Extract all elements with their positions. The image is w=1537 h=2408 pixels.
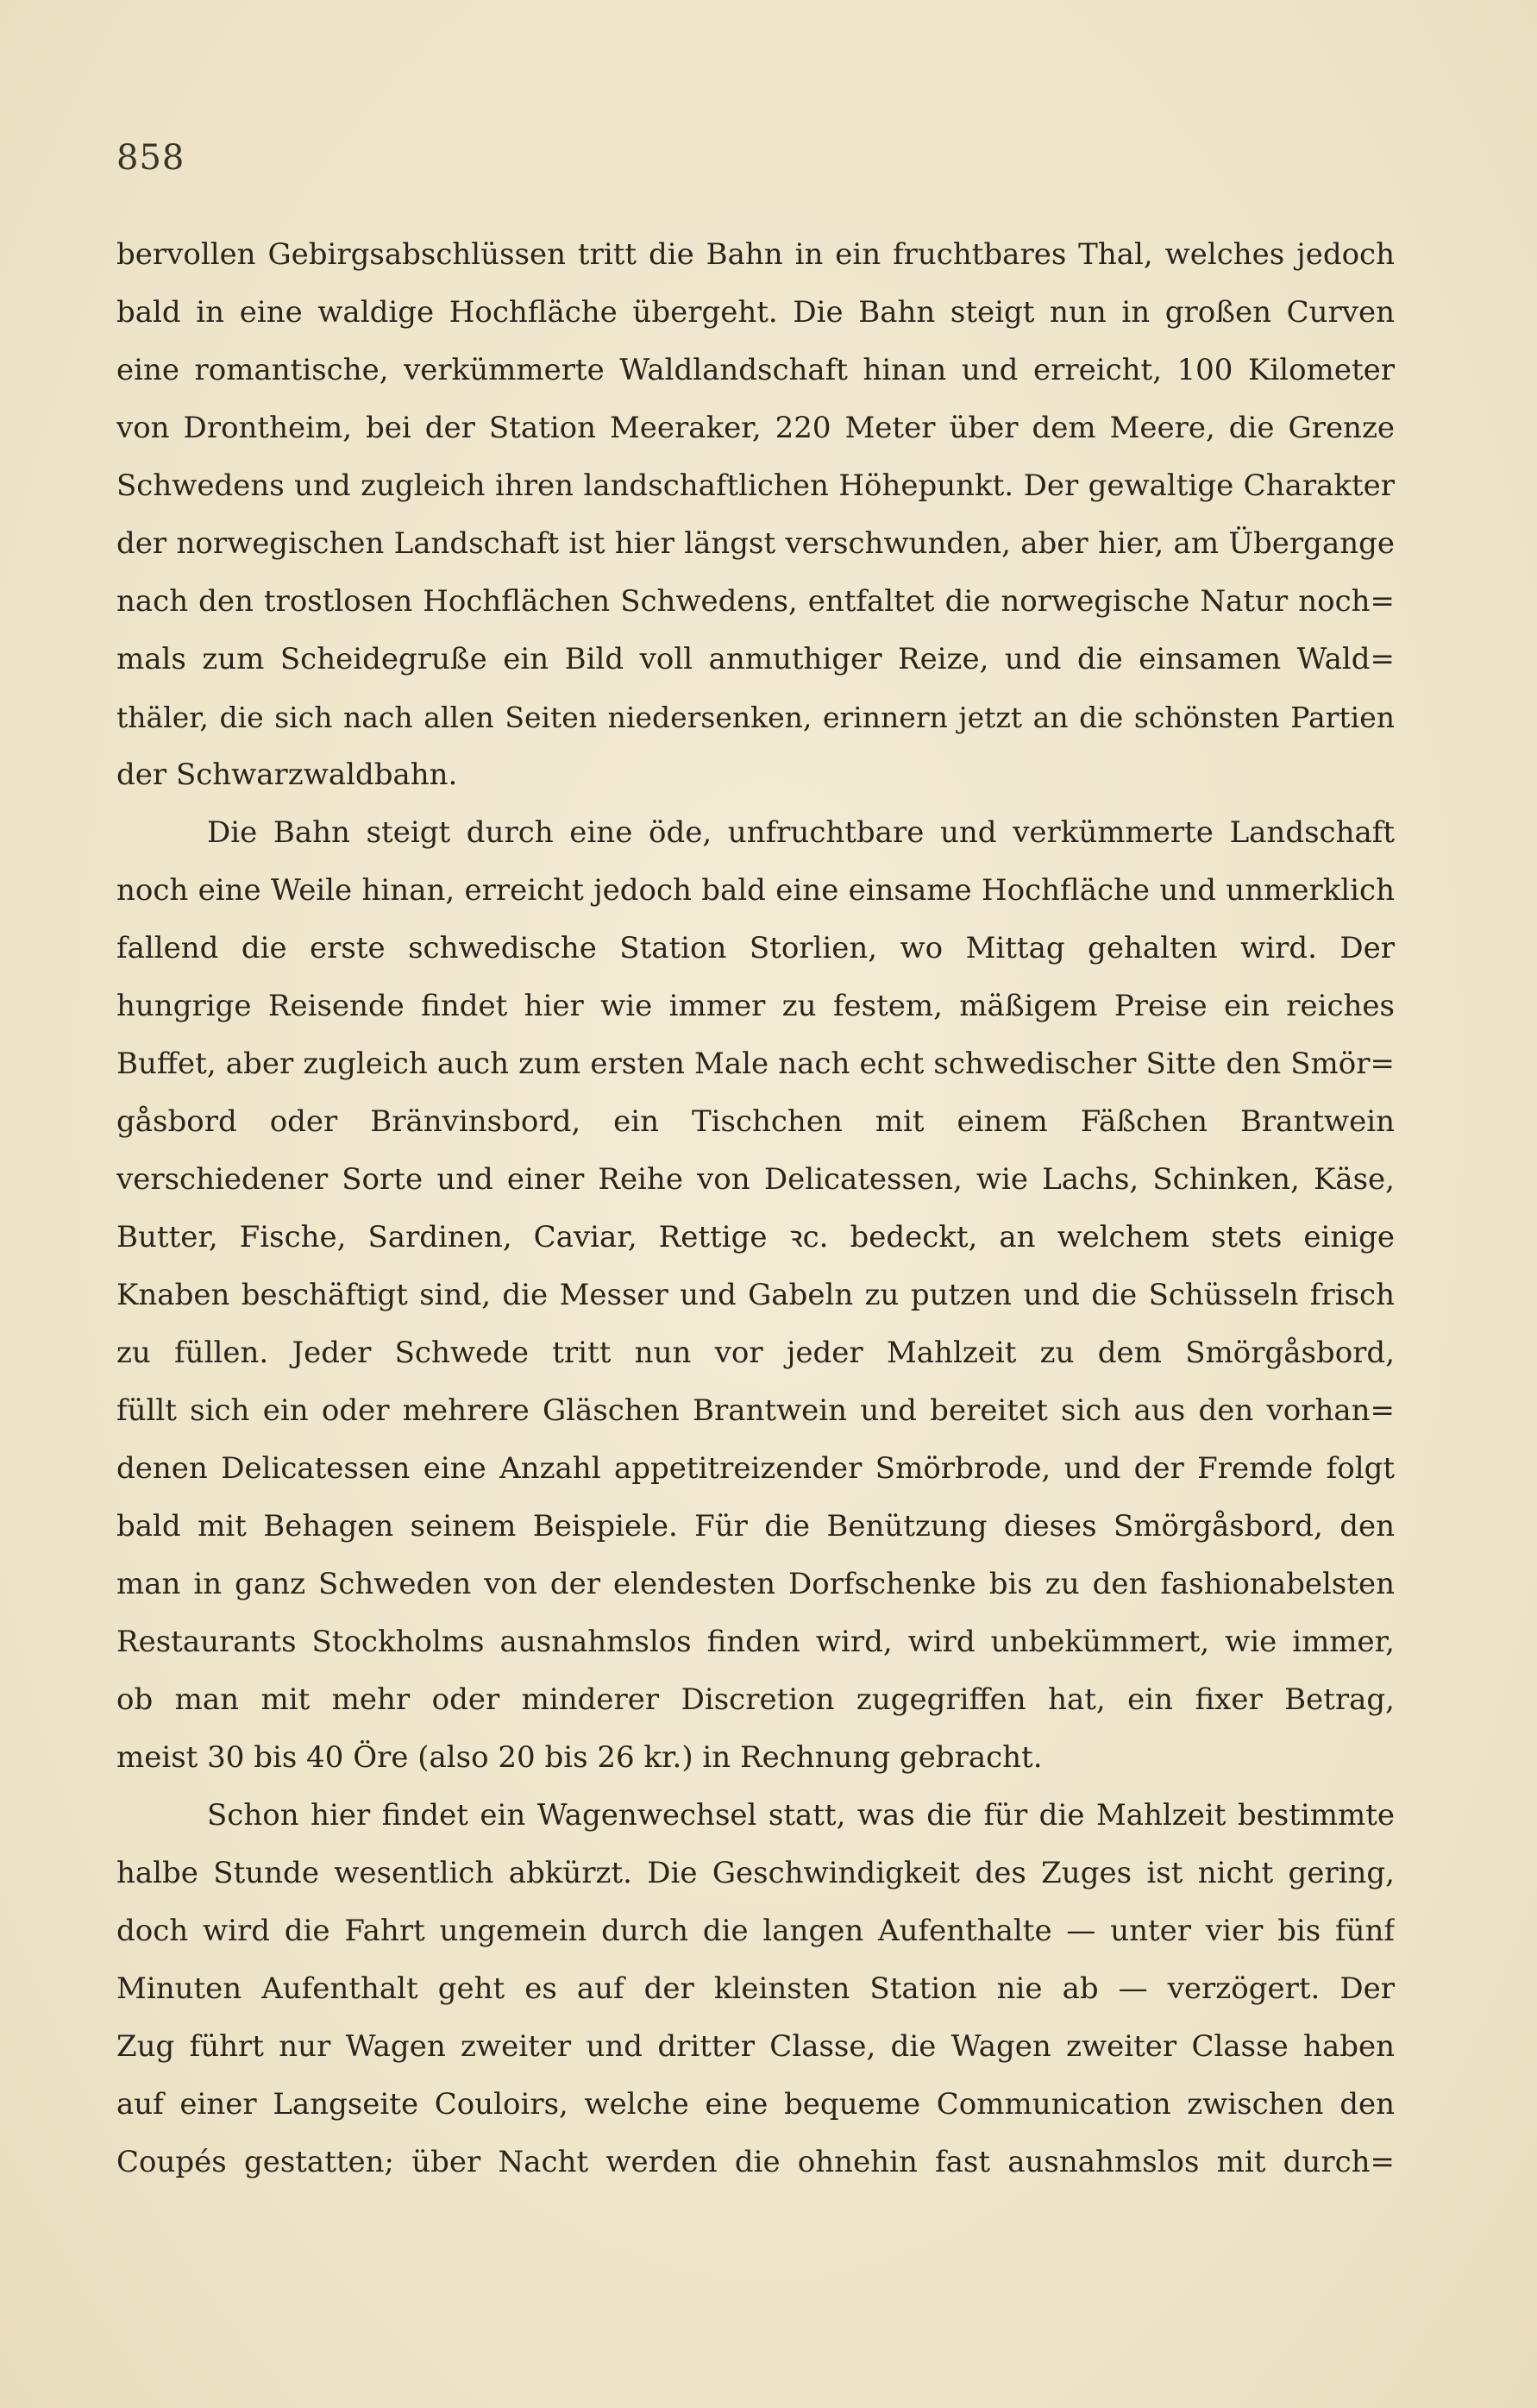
text-line: auf einer Langseite Couloirs, welche eine bequeme Communication zwischen den bbox=[116, 2087, 1395, 2122]
text-line: Die Bahn steigt durch eine öde, unfruchtbare und verkümmerte Landschaft bbox=[207, 815, 1395, 850]
text-line: verschiedener Sorte und einer Reihe von Delicatessen, wie Lachs, Schinken, Käse, bbox=[116, 1162, 1395, 1197]
text-line: Minuten Aufenthalt geht es auf der kleinsten Station nie ab — verzögert. Der bbox=[116, 1971, 1395, 2006]
text-line: meist 30 bis 40 Öre (also 20 bis 26 kr.) in Rechnung gebracht. bbox=[116, 1740, 1043, 1775]
text-line: thäler, die sich nach allen Seiten niedersenken, erinnern jetzt an die schönsten Partien bbox=[116, 701, 1395, 734]
text-line: der norwegischen Landschaft ist hier längst verschwunden, aber hier, am Übergange bbox=[116, 526, 1395, 561]
paragraph-2 bbox=[116, 804, 1395, 1787]
text-line: nach den trostlosen Hochflächen Schwedens, entfaltet die norwegische Natur noch= bbox=[116, 584, 1395, 619]
paragraph-1 bbox=[116, 226, 1395, 804]
text-line: eine romantische, verkümmerte Waldlandschaft hinan und erreicht, 100 Kilometer bbox=[116, 353, 1395, 387]
text-line: füllt sich ein oder mehrere Gläschen Brantwein und bereitet sich aus den vorhan= bbox=[116, 1393, 1395, 1428]
text-line: Coupés gestatten; über Nacht werden die ohnehin fast ausnahmslos mit durch= bbox=[116, 2145, 1395, 2179]
text-line: halbe Stunde wesentlich abkürzt. Die Geschwindigkeit des Zuges ist nicht gering, bbox=[116, 1856, 1395, 1890]
text-line: denen Delicatessen eine Anzahl appetitreizender Smörbrode, und der Fremde folgt bbox=[116, 1451, 1395, 1486]
text-line: Buffet, aber zugleich auch zum ersten Male nach echt schwedischer Sitte den Smör= bbox=[116, 1047, 1395, 1081]
text-line: fallend die erste schwedische Station Storlien, wo Mittag gehalten wird. Der bbox=[116, 931, 1395, 965]
text-line: bald mit Behagen seinem Beispiele. Für die Benützung dieses Smörgåsbord, den bbox=[116, 1509, 1395, 1544]
text-line: Knaben beschäftigt sind, die Messer und Gabeln zu putzen und die Schüsseln frisch bbox=[116, 1278, 1395, 1312]
text-line: zu füllen. Jeder Schwede tritt nun vor jeder Mahlzeit zu dem Smörgåsbord, bbox=[116, 1336, 1395, 1370]
text-line: ob man mit mehr oder minderer Discretion zugegriffen hat, ein fixer Betrag, bbox=[116, 1682, 1395, 1717]
text-line: bald in eine waldige Hochfläche übergeht. Die Bahn steigt nun in großen Curven bbox=[116, 295, 1395, 330]
page-number: 858 bbox=[116, 138, 185, 178]
text-line: mals zum Scheidegruße ein Bild voll anmuthiger Reize, und die einsamen Wald= bbox=[116, 642, 1395, 676]
body-text bbox=[116, 226, 1395, 2191]
text-line: Zug führt nur Wagen zweiter und dritter Classe, die Wagen zweiter Classe haben bbox=[116, 2029, 1395, 2064]
text-line: der Schwarzwaldbahn. bbox=[116, 758, 458, 792]
text-line: hungrige Reisende findet hier wie immer zu festem, mäßigem Preise ein reiches bbox=[116, 989, 1395, 1023]
text-line: gåsbord oder Bränvinsbord, ein Tischchen mit einem Fäßchen Brantwein bbox=[116, 1104, 1395, 1139]
text-line: von Drontheim, bei der Station Meeraker, 220 Meter über dem Meere, die Grenze bbox=[116, 411, 1395, 445]
text-line: bervollen Gebirgsabschlüssen tritt die Bahn in ein fruchtbares Thal, welches jedoch bbox=[116, 237, 1395, 272]
text-line: Restaurants Stockholms ausnahmslos finden wird, wird unbekümmert, wie immer, bbox=[116, 1625, 1395, 1659]
text-line: noch eine Weile hinan, erreicht jedoch bald eine einsame Hochfläche und unmerklich bbox=[116, 873, 1395, 908]
text-line: man in ganz Schweden von der elendesten Dorfschenke bis zu den fashionabelsten bbox=[116, 1567, 1395, 1601]
text-line: Butter, Fische, Sardinen, Caviar, Rettige ꝛc. bedeckt, an welchem stets einige bbox=[116, 1220, 1395, 1254]
text-line: doch wird die Fahrt ungemein durch die langen Aufenthalte — unter vier bis fünf bbox=[116, 1914, 1395, 1948]
paragraph-3 bbox=[116, 1787, 1395, 2191]
text-line: Schon hier findet ein Wagenwechsel statt, was die für die Mahlzeit bestimmte bbox=[207, 1798, 1395, 1833]
text-line: Schwedens und zugleich ihren landschaftlichen Höhepunkt. Der gewaltige Charakter bbox=[116, 468, 1395, 503]
